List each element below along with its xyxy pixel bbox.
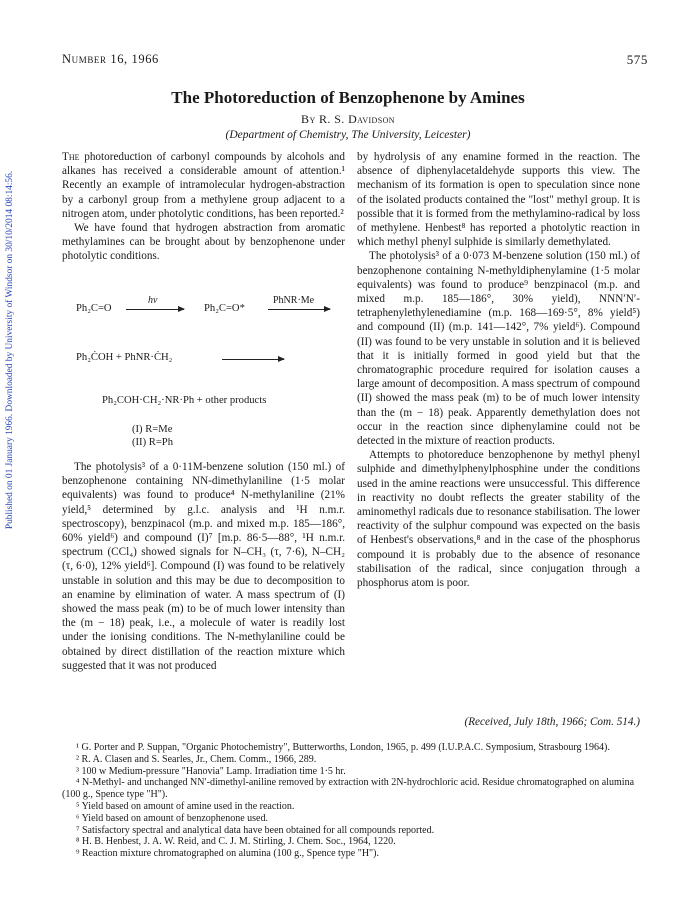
compound-II-label: (II) R=Ph <box>132 437 173 448</box>
scheme-arrow-3 <box>222 359 284 360</box>
left-column-top <box>62 150 345 264</box>
scheme-products: Ph₂COH·CH₂·NR·Ph + other products <box>102 395 267 406</box>
footnote: ⁹ Reaction mixture chromatographed on alumina (100 g., Spence type "H"). <box>76 848 379 860</box>
paragraph-2: We have found that hydrogen abstraction from aromatic methylamines can be brought about by benzophenone under photolytic conditions. <box>62 222 345 263</box>
paragraph-5: The photolysis³ of a 0·073 M-benzene solution (150 ml.) of benzophenone containing N-methyldiphenylamine (1·5 molar equivalents) was found to produce⁹ benzpinacol (m.p. and mixed m.p. 185—186°, 30% yield), NNN′N′-tetraphenylethylenediamine (m.p. 168—169·5°, 8% yield⁵) and compound (II) (m.p. 141—142°, 7% yield⁶). Compound (II) was found to be very unstable in solution and it is believed that it is initially formed in good yield but that the chromatographic procedure required for isolation causes a large amount of decomposition. A mass spectrum of compound (II) showed the mass peak (m) to be of much lower intensity than the (m − 18) peak. Apparently demethylation does not occur in the reaction since diphenylamine could not be detected in the mixture of reaction products. <box>357 250 640 448</box>
footnote: ⁶ Yield based on amount of benzophenone used. <box>76 812 268 824</box>
compound-I-label: (I) R=Me <box>132 424 173 435</box>
footnote: ⁸ H. B. Henbest, J. A. W. Reid, and C. J. M. Stirling, J. Chem. Soc., 1964, 1220. <box>76 836 396 848</box>
download-watermark-text[interactable]: Published on 01 January 1966. Downloaded by University of Windsor on 30/10/2014 08:14:56. <box>5 170 15 530</box>
page-number: 575 <box>626 52 648 67</box>
paragraph-3: The photolysis³ of a 0·11M-benzene solution (150 ml.) of benzophenone containing NN-dimethylaniline (1·5 molar equivalents) was found to produce⁴ N-methylaniline (21% yield,⁵ determined by g.l.c. analysis and ¹H n.m.r. spectroscopy), benzpinacol (m.p. and mixed m.p. 185—186°, 60% yield⁶) and compound (I)⁷ [m.p. 86·5—88°, ¹H n.m.r. spectrum (CCl₄) showed signals for N–CH₃ (τ, 7·6), N–CH₂ (τ, 6·0), 12% yield⁶]. Compound (I) was found to be relatively unstable in solution and this may be due to decomposition to an enamine by elimination of water. A mass spectrum of (I) showed the mass peak (m) to be of much lower intensity than the (m − 18) peak, i.e., a molecule of water is readily lost under the ionising conditions. The N-methylaniline could be obtained by direct distillation of the reaction mixture which suggested that it was not produced <box>62 461 345 672</box>
scheme-arrow-1 <box>126 309 184 310</box>
footnote: ³ 100 w Medium-pressure "Hanovia" Lamp. Irradiation time 1·5 hr. <box>76 765 346 777</box>
scheme-arrow-2 <box>268 309 330 310</box>
left-column-bottom <box>62 460 345 673</box>
paragraph-6: Attempts to photoreduce benzophenone by methyl phenyl sulphide and dimethylphenylphosphine under the conditions used in the amine reactions were unsuccessful. This difference in reactivity no doubt reflects the greater stability of the aminomethyl radicals due to resonance stabilisation. The lower reactivity of the sulphur compound was expected on the basis of Henbest's observations,⁸ and in the case of the phosphorus compound it is probably due to the absence of resonance stabilisation of the radical, since conjugation through a phosphorus atom is poor. <box>357 449 640 590</box>
footnote: ⁷ Satisfactory spectral and analytical data have been obtained for all compounds reported. <box>76 824 435 836</box>
footnote: ² R. A. Clasen and S. Searles, Jr., Chem. Comm., 1966, 289. <box>76 753 317 765</box>
scheme-reactant-1: Ph₂C=O <box>76 303 112 314</box>
article-affiliation: (Department of Chemistry, The University, Leicester) <box>225 129 471 141</box>
intro-paragraph: The photoreduction of carbonyl compounds by alcohols and alkanes has received a considerable amount of attention.¹ Recently an example of intramolecular hydrogen-abstraction by a carbonyl group from a methylene group adjacent to a nitrogen atom, under photolytic conditions, has been reported.² <box>62 151 345 220</box>
received-date: (Received, July 18th, 1966; Com. 514.) <box>464 716 640 728</box>
scheme-product-1: Ph₂C=O* <box>204 303 245 314</box>
footnote: ⁴ N-Methyl- and unchanged NN′-dimethyl-aniline removed by extraction with 2N-hydrochloric acid. Residue chromatographed on alumina (100 g., Spence type "H"). <box>62 777 635 801</box>
right-column <box>357 150 640 590</box>
scheme-reagent: PhNR·Me <box>273 295 315 306</box>
footnote: ⁵ Yield based on amount of amine used in the reaction. <box>76 800 295 812</box>
download-watermark <box>3 100 17 600</box>
running-header-journal: Number 16, 1966 <box>62 52 159 66</box>
first-word: The <box>62 151 80 163</box>
paragraph-4: by hydrolysis of any enamine formed in the reaction. The absence of diphenylacetaldehyde supports this view. The mechanism of its formation is open to speculation since none of the isolated products contained the "lost" methyl group. It is possible that it is formed from the methylamino-radical by loss of methylene. Henbest⁸ has reported a photolytic reaction in which methyl phenyl sulphide is similarly demethylated. <box>357 151 640 249</box>
footnotes <box>62 742 640 860</box>
footnote: ¹ G. Porter and P. Suppan, "Organic Photochemistry", Butterworths, London, 1965, p. 499 (I.U.P.A.C. Symposium, Strasbourg 1964). <box>76 742 610 753</box>
article-title: The Photoreduction of Benzophenone by Amines <box>171 88 525 107</box>
scheme-hv-label: hν <box>148 295 158 306</box>
article-author: By R. S. Davidson <box>301 112 395 126</box>
scheme-radicals: Ph₂ĊOH + PhNR·ĊH₂ <box>76 352 173 363</box>
